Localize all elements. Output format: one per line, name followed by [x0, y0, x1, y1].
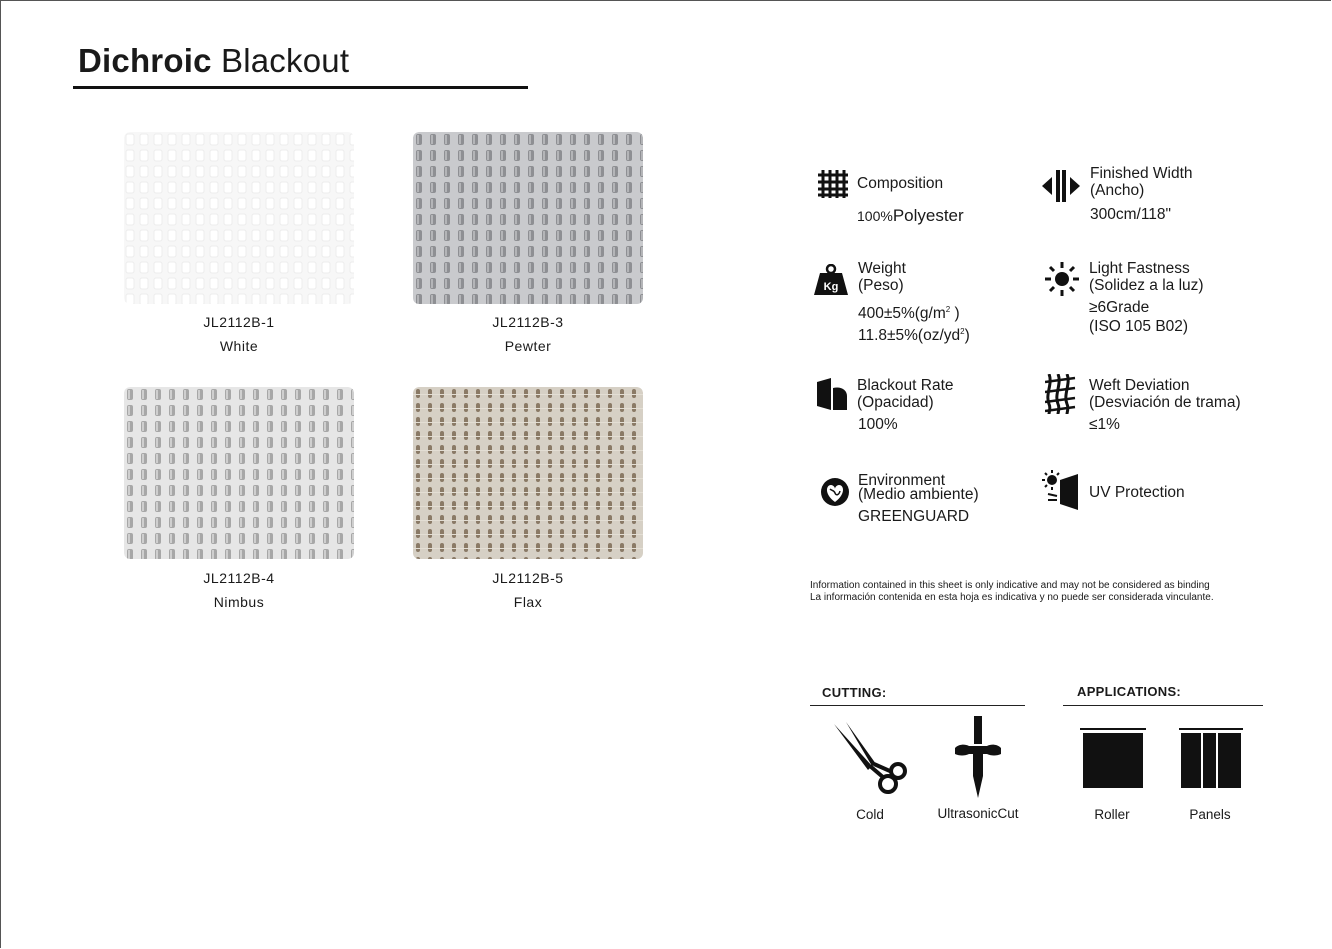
swatch-code: JL2112B-4 [203, 570, 275, 586]
sun-icon [1045, 262, 1079, 296]
uv-shield-icon [1042, 470, 1080, 510]
scissors-icon [832, 720, 908, 796]
weight-kg-icon [813, 264, 849, 296]
weight-value-imperial: $11.8\pm 5\%(oz/yd^2)$ [858, 327, 970, 345]
disclaimer [810, 580, 1214, 604]
ultrasonic-cut-icon [955, 716, 1001, 798]
cutting-label: CUTTING: [822, 685, 887, 700]
applications-rule [1063, 705, 1263, 706]
composition-label: Composition [857, 175, 944, 192]
roller-blind-icon [1080, 728, 1146, 790]
title-light: Blackout [221, 42, 350, 79]
swatch-code: JL2112B-3 [492, 314, 564, 330]
svg-text:Kg: Kg [823, 281, 839, 293]
panels-caption: Panels [1189, 807, 1231, 822]
composition-value: 100%Polyester [857, 206, 964, 225]
light-fastness-grade: ≥6Grade [1089, 299, 1150, 316]
swatch-code: JL2112B-5 [492, 570, 564, 586]
light-fastness-standard: (ISO 105 B02) [1089, 318, 1189, 335]
swatch-name: White [219, 338, 259, 354]
applications-label: APPLICATIONS: [1077, 684, 1182, 699]
grid-icon [818, 170, 848, 198]
weight-label: Weight (Peso) [858, 260, 906, 294]
globe-heart-icon [820, 477, 850, 507]
fabric-swatch-pewter [413, 132, 643, 304]
title-bold: Dichroic [78, 42, 212, 79]
blackout-rate-value: 100% [858, 416, 898, 433]
environment-value: GREENGUARD [858, 508, 970, 525]
title-underline [73, 86, 528, 89]
uv-protection-label: UV Protection [1089, 484, 1185, 501]
disclaimer-es: La información contenida en esta hoja es indicativa y no puede ser considerada vinculante. [810, 592, 1214, 603]
cutting-cold-caption: Cold [856, 807, 884, 822]
cutting-rule [810, 705, 1025, 706]
cutting-ultrasonic-caption: UltrasonicCut [937, 806, 1019, 821]
fabric-swatch-flax [413, 387, 643, 559]
swatch-name: Flax [513, 594, 543, 610]
swatch-name: Nimbus [213, 594, 265, 610]
weft-deviation-label: Weft Deviation (Desviación de trama) [1089, 377, 1241, 411]
fabric-swatch-white [124, 132, 354, 304]
page-title [78, 42, 349, 80]
swatch-code: JL2112B-1 [203, 314, 275, 330]
light-fastness-label: Light Fastness (Solidez a la luz) [1089, 260, 1204, 294]
environment-label: Environment (Medio ambiente) [858, 472, 979, 503]
panels-icon [1179, 728, 1243, 790]
finished-width-label: Finished Width (Ancho) [1090, 165, 1193, 199]
fabric-swatch-nimbus [124, 387, 354, 559]
weft-deviation-value: ≤1% [1089, 416, 1120, 433]
blackout-rate-label: Blackout Rate (Opacidad) [857, 377, 954, 411]
disclaimer-en: Information contained in this sheet is only indicative and may not be considered as binding [810, 580, 1210, 591]
blackout-icon [815, 378, 847, 410]
finished-width-value: 300cm/118" [1090, 206, 1172, 223]
swatch-name: Pewter [504, 338, 552, 354]
roller-caption: Roller [1094, 807, 1130, 822]
weft-icon [1045, 374, 1077, 414]
weight-value-metric: $400\pm 5\%(g/m^2$ ) [858, 305, 960, 323]
width-icon [1042, 170, 1080, 202]
